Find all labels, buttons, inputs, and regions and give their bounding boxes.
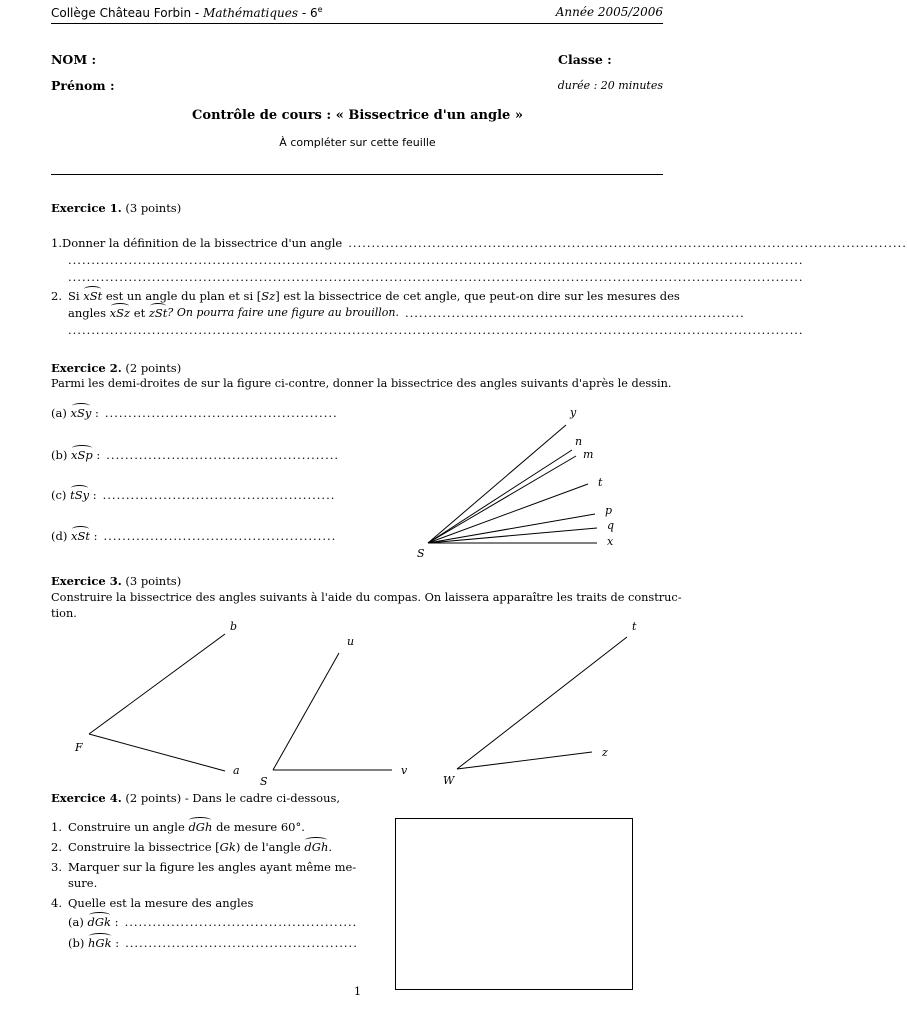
subject: Mathématiques: [203, 6, 299, 20]
label-b: b: [230, 620, 238, 633]
label-z: z: [602, 746, 608, 759]
label-S: S: [260, 775, 268, 788]
ray-Sq: [428, 528, 597, 543]
ex2-points: (2 points): [125, 361, 182, 375]
label-W: W: [443, 774, 455, 787]
ex4-points: (2 points): [125, 791, 182, 805]
ex4-step-3: [51, 860, 356, 874]
grade: 6: [310, 6, 318, 20]
label-v: v: [401, 764, 408, 777]
ray-Sn: [428, 450, 572, 543]
ex3-title: Exercice 3.: [51, 574, 122, 588]
school-year: Année 2005/2006: [555, 5, 663, 19]
label-u: u: [347, 635, 355, 648]
ex4-step-text: ) de l'angle: [235, 840, 301, 854]
ex3-points: (3 points): [125, 574, 182, 588]
ex2-intro: Parmi les demi-droites de sur la figure ci-contre, donner la bissectrice des angles suivants d'après le dessin.: [51, 377, 672, 390]
ex4-step-num: 3.: [51, 860, 62, 874]
answer-dots[interactable]: ..............................................................................................................................................................: [68, 270, 804, 284]
ex1-q1-num: 1.: [51, 236, 62, 250]
label-x: x: [607, 535, 614, 548]
ex3-heading: [51, 574, 181, 588]
drawing-frame[interactable]: [395, 818, 633, 990]
ex1-q2-pre: Si: [68, 289, 80, 303]
ex4-step-4: [51, 896, 253, 910]
nom-label: NOM :: [51, 52, 97, 67]
ex4-step-num: 1.: [51, 820, 62, 834]
ex4-title: Exercice 4.: [51, 791, 122, 805]
label-y: y: [570, 406, 577, 419]
label-m: m: [583, 448, 594, 461]
ex4-subitem-a: (a) dGk : ..................................................: [68, 915, 358, 929]
school-name: Collège Château Forbin: [51, 6, 192, 20]
angle-tSy: tSy: [70, 488, 90, 502]
angle-dGh: dGh: [304, 840, 329, 854]
ray-Fa: [89, 734, 225, 771]
label-F: F: [75, 741, 83, 754]
ex1-q2-sz: Sz: [261, 289, 276, 303]
answer-dots[interactable]: .........................................................................: [404, 306, 745, 320]
ex2-item-label: (c): [51, 488, 67, 502]
ex4-step-num: 2.: [51, 840, 62, 854]
answer-dots[interactable]: ..............................................................................................................................................................: [68, 253, 804, 267]
ray-Sy: [428, 425, 566, 543]
angle-xSy: xSy: [70, 406, 92, 420]
ex1-points: (3 points): [125, 201, 182, 215]
ex4-step-text: Quelle est la mesure des angles: [68, 896, 254, 910]
ex1-q2-hint: ? On pourra faire une figure au brouillon.: [167, 306, 399, 319]
label-t: t: [632, 620, 637, 633]
ex4-step-text: de mesure 60°.: [216, 820, 305, 834]
angle-zSt: zSt: [148, 306, 168, 320]
ex4-step-2: [51, 840, 332, 854]
ray-Wz: [457, 752, 592, 769]
ex2-item-label: (d): [51, 529, 68, 543]
ex4-step-text: Marquer sur la figure les angles ayant même me-: [68, 860, 357, 874]
ex1-q2-angles-word: angles: [68, 306, 107, 320]
ex4-step-text: Construire la bissectrice [: [68, 840, 220, 854]
ex2-item-b: (b) xSp : ..................................................: [51, 448, 351, 462]
ray-St: [428, 484, 588, 543]
label-n: n: [575, 435, 583, 448]
label-t: t: [598, 476, 603, 489]
ex1-q2-mid2: ] est la bissectrice de cet angle, que peut-on dire sur les mesures des: [275, 289, 680, 303]
angle-hGk: hGk: [88, 936, 112, 950]
ex1-q2-et: et: [133, 306, 146, 320]
angle-dGk: dGk: [87, 915, 112, 929]
page-subtitle: À compléter sur cette feuille: [279, 136, 436, 149]
answer-dots[interactable]: ........................................................................................................................: [348, 236, 907, 250]
ex1-title: Exercice 1.: [51, 201, 122, 215]
ex4-step-text: .: [328, 840, 333, 854]
answer-dots[interactable]: ..................................................: [103, 529, 337, 543]
ex2-item-c: (c) tSy : ..................................................: [51, 488, 351, 502]
label-q: q: [607, 519, 615, 532]
ex4-subitem-b: (b) hGk : ..................................................: [68, 936, 358, 950]
page-title: Contrôle de cours : « Bissectrice d'un angle »: [192, 108, 523, 123]
ex2-item-d: (d) xSt : ..................................................: [51, 529, 351, 543]
ex4-step-text: Construire un angle: [68, 820, 185, 834]
ex3-intro-line1: Construire la bissectrice des angles suivants à l'aide du compas. On laissera apparaître les traits de construc-: [51, 591, 682, 604]
angle-xSz: xSz: [109, 306, 131, 320]
ex4-step-1: [51, 820, 305, 834]
angle-dGh: dGh: [188, 820, 213, 834]
ex4-heading: [51, 791, 340, 805]
header-left: Collège Château Forbin - Mathématiques - 6e: [51, 5, 323, 20]
ex3-intro-line2: tion.: [51, 607, 77, 620]
ex1-q2-num: 2.: [51, 289, 62, 303]
answer-dots[interactable]: ..................................................: [124, 915, 358, 929]
prenom-label: Prénom :: [51, 78, 115, 93]
angle-xSt: xSt: [71, 529, 90, 543]
ex4-step-3-line2: sure.: [68, 876, 98, 890]
ex4-subitem-label: (a): [68, 915, 84, 929]
ex2-item-label: (a): [51, 406, 67, 420]
ex2-item-label: (b): [51, 448, 68, 462]
answer-dots[interactable]: ..................................................: [104, 406, 338, 420]
label-a: a: [233, 764, 240, 777]
ex4-var-Gk: Gk: [219, 840, 236, 854]
ex4-step-num: 4.: [51, 896, 62, 910]
label-S: S: [417, 547, 425, 560]
ex4-intro: - Dans le cadre ci-dessous,: [184, 791, 341, 805]
ray-Su: [273, 653, 339, 770]
ex2-item-a: (a) xSy : ..................................................: [51, 406, 351, 420]
label-p: p: [605, 504, 613, 517]
grade-sup: e: [317, 5, 323, 14]
answer-dots[interactable]: ..................................................: [106, 448, 340, 462]
answer-dots[interactable]: ..................................................: [125, 936, 358, 950]
ex1-q2-mid1: est un angle du plan et si [: [105, 289, 262, 303]
duree-label: durée : 20 minutes: [557, 79, 663, 92]
angle-xSt: xSt: [83, 289, 103, 303]
ray-Fb: [89, 634, 225, 734]
page-number: 1: [353, 984, 362, 998]
ex4-subitem-label: (b): [68, 936, 85, 950]
answer-dots[interactable]: ..............................................................................................................................................................: [68, 323, 804, 337]
ex2-title: Exercice 2.: [51, 361, 122, 375]
angle-xSp: xSp: [71, 448, 93, 462]
answer-dots[interactable]: ..................................................: [102, 488, 336, 502]
classe-label: Classe :: [558, 52, 612, 67]
ex1-q1-text: Donner la définition de la bissectrice d'un angle: [61, 236, 343, 250]
